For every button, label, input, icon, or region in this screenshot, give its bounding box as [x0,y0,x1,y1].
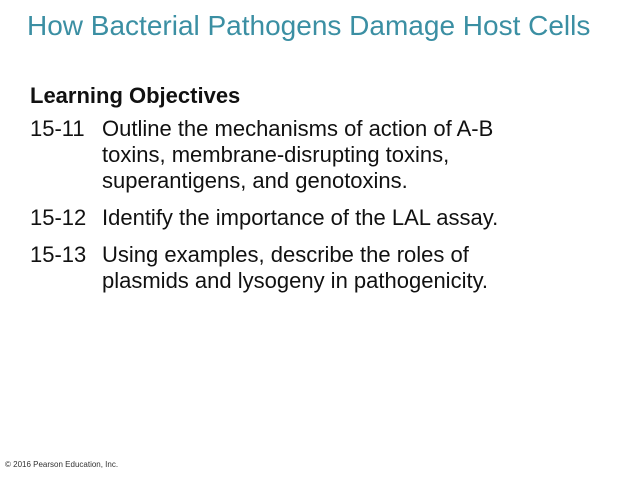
objective-number: 15-13 [30,242,87,267]
section-heading: Learning Objectives [30,83,241,108]
objective-item [30,116,630,194]
objective-number: 15-12 [30,205,87,230]
objectives-list [30,116,630,294]
objective-item [30,242,630,294]
objective-text [102,205,630,231]
copyright-footer: © 2016 Pearson Education, Inc. [5,460,119,469]
objective-line: plasmids and lysogeny in pathogenicity. [102,268,489,293]
objective-text [102,116,630,194]
objective-line: Using examples, describe the roles of [102,242,469,267]
objective-item [30,205,630,231]
objective-line: Identify the importance of the LAL assay. [102,205,499,230]
objective-line: toxins, membrane-disrupting toxins, [102,142,450,167]
objective-number: 15-11 [30,116,85,141]
slide-title: How Bacterial Pathogens Damage Host Cells [27,10,591,41]
objective-line: Outline the mechanisms of action of A-B [102,116,494,141]
objective-text [102,242,630,294]
objective-line: superantigens, and genotoxins. [102,168,408,193]
